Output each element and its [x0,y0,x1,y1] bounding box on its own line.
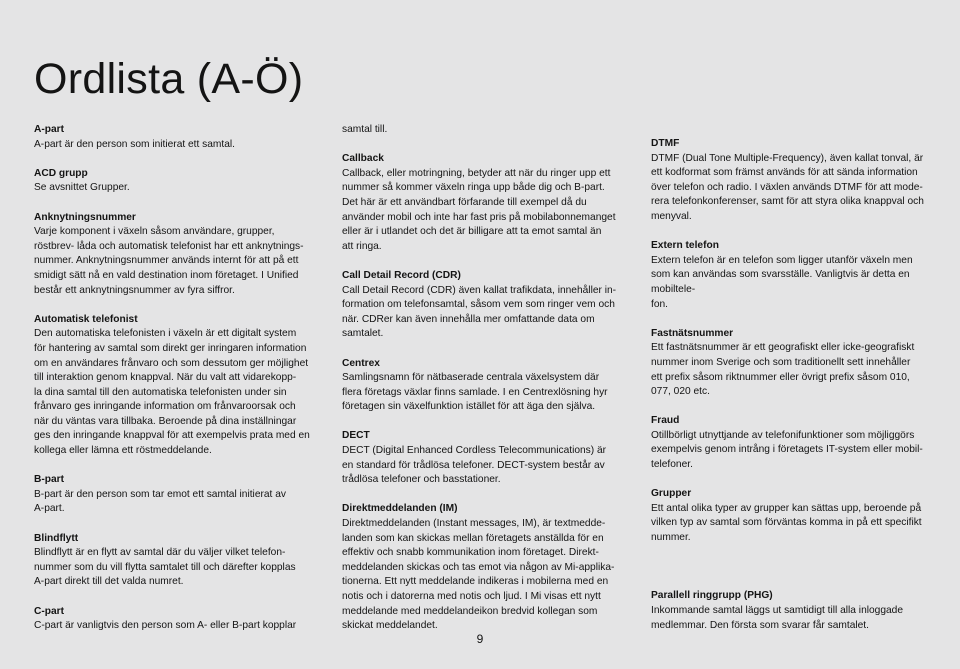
glossary-definition: Call Detail Record (CDR) även kallat trafikdata, innehåller in- formation om telefonsamtal, såsom vem som ringer vem och när. CDRer kan även innehålla mer omfattande data om samtalet. [342,284,617,340]
glossary-entry [342,502,624,633]
glossary-definition: Ett antal olika typer av grupper kan sättas upp, beroende på vilken typ av samtal som förväntas komma in på ett specifikt nummer. [651,502,922,544]
glossary-column-3 [651,137,933,648]
glossary-entry [342,269,624,342]
glossary-term: Blindflytt [34,532,79,544]
glossary-term: Centrex [342,357,380,369]
glossary-term: Fastnätsnummer [651,327,734,339]
page-number: 9 [476,632,484,646]
glossary-term: Call Detail Record (CDR) [342,269,461,281]
glossary-term: Direktmeddelanden (IM) [342,503,458,515]
glossary-definition: C-part är vanligtvis den person som A- eller B-part kopplar [34,620,297,632]
glossary-term: Extern telefon [651,240,719,252]
glossary-definition: Varje komponent i växeln såsom användare, grupper, röstbrev- låda och automatisk telefonist har ett anknytnings- nummer. Anknytningsnummer används internt för att på ett smidigt sätt nå en vald destination inom företaget. I Unified består ett anknytningsnummer av fyra siffror. [34,226,304,296]
glossary-entry [34,123,316,152]
glossary-definition: Inkommande samtal läggs ut samtidigt till alla inloggade medlemmar. Den första som svarar får samtalet. [651,605,903,631]
glossary-definition: Den automatiska telefonisten i växeln är ett digitalt system för hantering av samtal som direkt ger inringaren information om en användares frånvaro och som dessutom ger möjlighet till interaktion genom knappval. När du valt att vidarekopp- la dina samtal till den automatiska telefonisten under sin frånvaro ges inringande information om frånvaroorsak och när du väntas vara tillbaka. Beroende på dina inställningar ges den inringande knappval för att exempelvis prata med en kollega eller lämna ett röstmeddelande. [34,328,310,457]
glossary-definition: B-part är den person som tar emot ett samtal initierat av A-part. [34,488,286,515]
glossary-entry [651,239,933,312]
glossary-entry [651,327,933,400]
glossary-term: Grupper [651,488,692,500]
glossary-spacer [651,560,933,575]
glossary-definition: A-part är den person som initierat ett samtal. [34,138,236,150]
glossary-term: Callback [342,153,384,165]
glossary-term: ACD grupp [34,167,88,179]
glossary-column-1 [34,123,316,648]
glossary-term: Parallell ringgrupp (PHG) [651,590,773,602]
glossary-definition: DTMF (Dual Tone Multiple-Frequency), även kallat tonval, är ett kodformat som främst används för att sända information över telefon och radio. I växlen används DTMF för att mode- rera telefonkonferenser, samt för att styra olika knappval och menyval. [651,152,924,222]
glossary-term: Anknytningsnummer [34,211,136,223]
glossary-definition: Direktmeddelanden (Instant messages, IM), är textmedde- landen som kan skickas mellan företagets anställda för en effektiv och snabb kommunikation inom företaget. Direkt- meddelanden skickas och tas emot via någon av Mi-applika- tionerna. Ett nytt meddelande indikeras i mobilerna med en notis och i datorerna med notis och ljud. I Mi visas ett nytt meddelande med meddelandeikon bredvid kollegan som skickat meddelandet. [342,518,615,632]
glossary-definition: Otillbörligt utnyttjande av telefonifunktioner som möjliggörs exempelvis genom intrång i företagets IT-system eller mobil- telefoner. [651,429,923,471]
glossary-term: Automatisk telefonist [34,313,138,325]
glossary-definition: Ett fastnätsnummer är ett geografiskt eller icke-geografiskt nummer inom Sverige och som traditionellt sett innehåller ett prefix såsom riktnummer eller övrigt prefix såsom 010, 077, 020 etc. [651,342,915,398]
glossary-definition: Callback, eller motringning, betyder att när du ringer upp ett nummer så kommer växeln ringa upp både dig och B-part. Det här är ett användbart förfarande till exempel då du använder mobil och inte har fast pris på mobilabonnemanget eller är i utlandet och det är billigare att ta emot samtal än att ringa. [342,167,616,252]
glossary-term: DTMF [651,138,680,149]
glossary-entry [34,313,316,459]
glossary-definition: Se avsnittet Grupper. [34,182,130,194]
glossary-definition: DECT (Digital Enhanced Cordless Telecommunications) är en standard för trådlösa telefoner. DECT-system består av trådlösa telefoner och basstationer. [342,445,607,486]
glossary-entry [651,137,933,225]
glossary-entry [34,532,316,590]
glossary-definition: Extern telefon är en telefon som ligger utanför växeln men som kan användas som svarsställe. Vanligtvis är detta en mobiltele- fon. [651,254,913,310]
glossary-term: C-part [34,605,64,617]
page-title: Ordlista (A-Ö) [34,55,304,103]
glossary-term: B-part [34,474,64,486]
glossary-term: Fraud [651,415,680,427]
glossary-entry [651,589,933,633]
glossary-entry-continuation [342,123,624,138]
glossary-entry [34,473,316,517]
glossary-term: DECT [342,430,370,442]
glossary-definition: Blindflytt är en flytt av samtal där du väljer vilket telefon- nummer som du vill flytta samtalet till och därefter kopplas A-part direkt till det valda numret. [34,547,296,588]
glossary-entry [651,414,933,472]
glossary-entry [34,211,316,299]
glossary-term: A-part [34,124,64,135]
glossary-definition: samtal till. [342,124,388,135]
glossary-entry [34,605,316,634]
glossary-definition: Samlingsnamn för nätbaserade centrala växelsystem där flera företags växlar finns samlade. I en Centrexlösning hyr företagen sin växelfunktion istället för att äga den själva. [342,372,608,413]
glossary-entry [342,357,624,415]
glossary-entry [342,429,624,487]
glossary-column-2 [342,123,624,648]
glossary-entry [651,487,933,545]
glossary-entry [342,152,624,254]
glossary-entry [34,167,316,196]
